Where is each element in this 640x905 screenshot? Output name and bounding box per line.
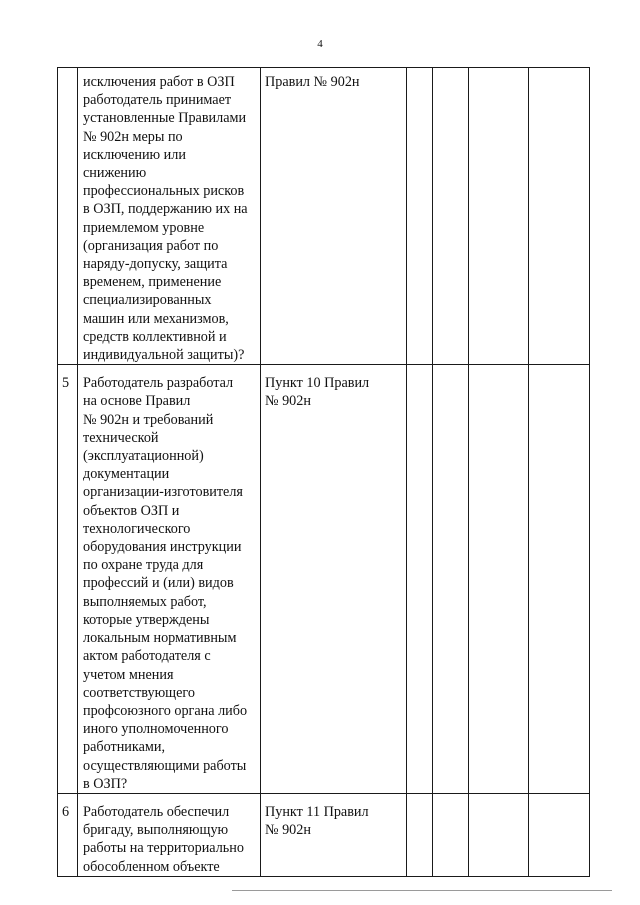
question-text: Работодатель обеспечил бригаду, выполняющую работы на территориально обособленном объекте xyxy=(83,803,244,875)
notes-cell[interactable] xyxy=(529,68,590,365)
row-number-cell xyxy=(58,68,78,365)
row-number-cell xyxy=(58,365,78,794)
answer-yes-cell[interactable] xyxy=(407,365,433,794)
question-text: исключения работ в ОЗП работодатель принимает установленные Правилами № 902н меры по исключению или снижению профессиональных рисков в ОЗП, поддержанию их на приемлемом уровне (организация работ по наряду-допуску, защита временем, применение специализированных машин или механизмов, средств коллективной и индивидуальной защиты)? xyxy=(83,74,248,364)
not-applicable-cell[interactable] xyxy=(469,793,529,876)
table-row xyxy=(58,68,590,365)
answer-no-cell[interactable] xyxy=(433,793,469,876)
reference-text: Пункт 10 Правил № 902н xyxy=(265,375,370,410)
row-number xyxy=(58,68,77,77)
reference-cell xyxy=(261,68,407,365)
row-number: 5 xyxy=(62,375,70,392)
question-cell xyxy=(78,793,261,876)
notes-cell[interactable] xyxy=(529,793,590,876)
answer-yes-cell[interactable] xyxy=(407,68,433,365)
question-text: Работодатель разработал на основе Правил № 902н и требований технической (эксплуатационной) документации организации-изготовителя объектов ОЗП и технологического оборудования инструкции по охране труда для профессий и (или) видов выполняемых работ, которые утверждены локальным нормативным актом работодателя с учетом мнения соответствующего профсоюзного органа либо иного уполномоченного работниками, осуществляющими работы в ОЗП? xyxy=(83,375,248,792)
reference-text: Правил № 902н xyxy=(265,74,360,90)
notes-cell[interactable] xyxy=(529,365,590,794)
checklist-table xyxy=(57,67,590,877)
page-number: 4 xyxy=(317,38,323,50)
not-applicable-cell[interactable] xyxy=(469,365,529,794)
table-row xyxy=(58,793,590,876)
reference-text: Пункт 11 Правил № 902н xyxy=(265,803,369,839)
table-row xyxy=(58,365,590,794)
reference-cell xyxy=(261,365,407,794)
answer-no-cell[interactable] xyxy=(433,68,469,365)
page-bottom-rule xyxy=(232,890,612,891)
reference-cell xyxy=(261,793,407,876)
row-number-cell xyxy=(58,793,78,876)
question-cell xyxy=(78,68,261,365)
answer-yes-cell[interactable] xyxy=(407,793,433,876)
answer-no-cell[interactable] xyxy=(433,365,469,794)
question-cell xyxy=(78,365,261,794)
not-applicable-cell[interactable] xyxy=(469,68,529,365)
row-number: 6 xyxy=(62,803,70,820)
